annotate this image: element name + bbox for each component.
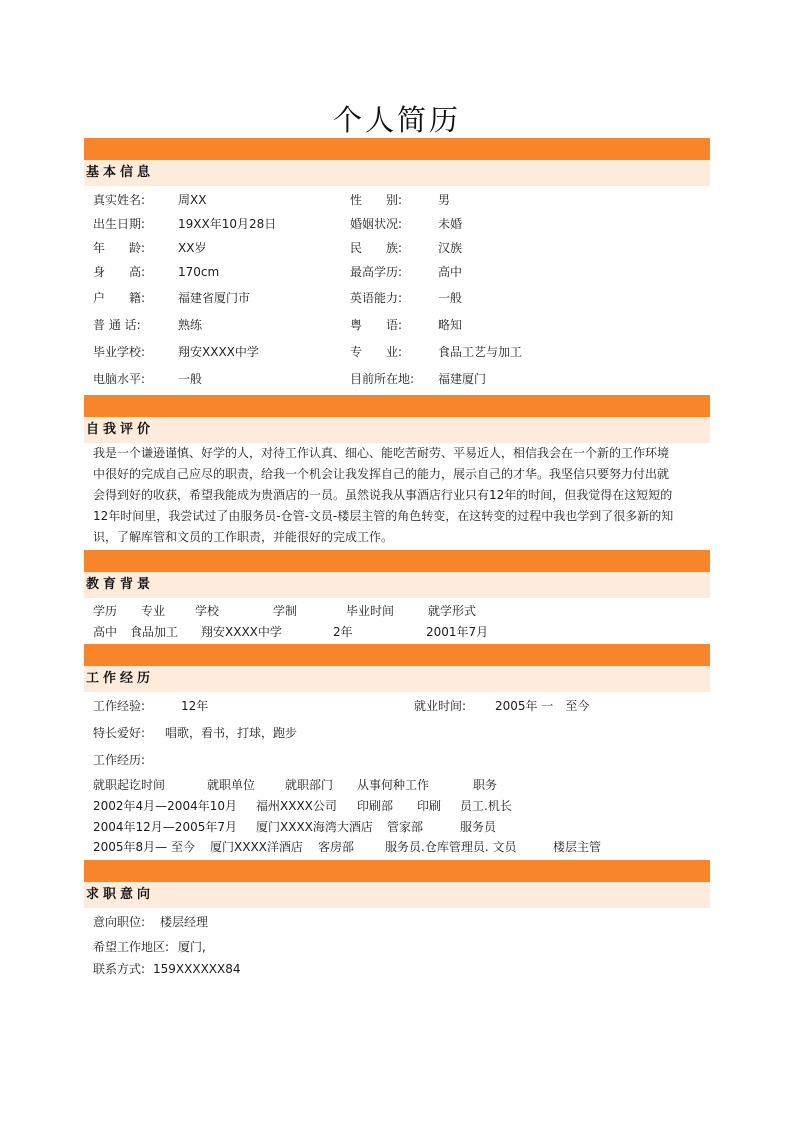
field-label: 出生日期:	[93, 217, 146, 231]
table-cell: 楼层主管	[553, 840, 602, 854]
field-value: 福建省厦门市	[178, 291, 251, 305]
field-value: 福建厦门	[438, 372, 487, 386]
field-label: 民 族:	[350, 241, 403, 255]
table-header: 职务	[473, 778, 498, 792]
page-title: 个人简历	[332, 103, 461, 137]
table-cell: 管家部	[387, 820, 424, 834]
field-label: 最高学历:	[350, 265, 403, 279]
field-value: 170cm	[178, 265, 220, 279]
table-cell: 服务员.仓库管理员. 文员	[385, 840, 517, 854]
paragraph-line: 中很好的完成自己应尽的职责，给我一个机会让我发挥自己的能力，展示自己的才华。我坚信只要努力付出就	[93, 467, 670, 481]
field-label: 年 龄:	[93, 241, 146, 255]
field-label: 英语能力:	[350, 291, 403, 305]
table-header: 毕业时间	[346, 604, 395, 618]
section-divider-bar	[84, 550, 710, 572]
section-header-work-experience	[84, 666, 710, 692]
table-cell: 翔安XXXX中学	[201, 625, 282, 639]
section-header-self-evaluation	[84, 417, 710, 443]
table-header: 学历	[93, 604, 118, 618]
field-label: 毕业学校:	[93, 345, 146, 359]
field-value: 厦门,	[178, 940, 206, 954]
field-label: 工作经验:	[93, 699, 146, 713]
section-title: 自我评价	[86, 422, 155, 437]
field-value: 2005年 一 至今	[495, 699, 590, 713]
field-label: 希望工作地区:	[93, 940, 170, 954]
section-title: 工作经历	[86, 671, 155, 686]
section-header-job-intention	[84, 882, 710, 908]
table-cell: 福州XXXX公司	[256, 799, 337, 813]
paragraph-line: 12年时间里，我尝试过了由服务员-仓管-文员-楼层主管的角色转变，在这转变的过程中我也学到了很多新的知	[93, 509, 674, 523]
table-header: 专业	[141, 604, 166, 618]
table-header: 就职单位	[207, 778, 256, 792]
field-value: 高中	[438, 265, 463, 279]
table-header: 就职起讫时间	[93, 778, 166, 792]
field-label: 意向职位:	[93, 915, 146, 929]
field-label: 普 通 话:	[93, 318, 141, 332]
section-header-education	[84, 572, 710, 598]
self-evaluation-text	[93, 443, 683, 548]
table-cell: 2004年12月—2005年7月	[93, 820, 237, 834]
field-value: 159XXXXXX84	[153, 962, 241, 976]
field-value: 周XX	[178, 193, 207, 207]
table-cell: 印刷	[417, 799, 442, 813]
field-label: 特长爱好:	[93, 726, 146, 740]
field-value: XX岁	[178, 241, 207, 255]
table-header: 学校	[195, 604, 220, 618]
paragraph-line: 识，了解库管和文员的工作职责，并能很好的完成工作。	[93, 530, 394, 544]
table-header: 从事何种工作	[357, 778, 430, 792]
table-cell: 厦门XXXX海湾大酒店	[256, 820, 373, 834]
field-label: 身 高:	[93, 265, 146, 279]
table-cell: 食品加工	[130, 625, 179, 639]
table-header: 学制	[273, 604, 298, 618]
section-title: 教育背景	[86, 577, 155, 592]
section-title: 基本信息	[86, 165, 155, 180]
field-label: 粤 语:	[350, 318, 403, 332]
field-value: 汉族	[438, 241, 463, 255]
field-value: 19XX年10月28日	[178, 217, 277, 231]
paragraph-line: 我是一个谦逊谨慎、好学的人，对待工作认真、细心、能吃苦耐劳、平易近人，相信我会在一个新的工作环境	[93, 446, 670, 460]
table-cell: 2001年7月	[426, 625, 489, 639]
table-cell: 2002年4月—2004年10月	[93, 799, 237, 813]
table-cell: 2年	[333, 625, 353, 639]
section-title: 求职意向	[86, 887, 155, 902]
field-value: 一般	[178, 372, 203, 386]
field-value: 12年	[181, 699, 209, 713]
table-cell: 员工.机长	[460, 799, 512, 813]
field-value: 食品工艺与加工	[438, 345, 523, 359]
table-cell: 客房部	[318, 840, 355, 854]
section-divider-bar	[84, 644, 710, 666]
field-value: 略知	[438, 318, 463, 332]
field-value: 熟练	[178, 318, 203, 332]
table-header: 就职部门	[285, 778, 334, 792]
field-label: 婚姻状况:	[350, 217, 403, 231]
field-label: 性 别:	[350, 193, 403, 207]
section-divider-bar	[84, 138, 710, 160]
field-label: 电脑水平:	[93, 372, 146, 386]
field-value: 楼层经理	[160, 915, 209, 929]
table-cell: 印刷部	[357, 799, 394, 813]
table-header: 就学形式	[428, 604, 477, 618]
table-cell: 2005年8月— 至今	[93, 840, 195, 854]
table-cell: 厦门XXXX洋酒店	[210, 840, 303, 854]
paragraph-line: 会得到好的收获，希望我能成为贵酒店的一员。虽然说我从事酒店行业只有12年的时间，但我觉得在这短短的	[93, 488, 673, 502]
field-value: 唱歌，看书，打球，跑步	[165, 726, 298, 740]
table-cell: 服务员	[460, 820, 497, 834]
field-label: 真实姓名:	[93, 193, 146, 207]
field-value: 一般	[438, 291, 463, 305]
table-cell: 高中	[93, 625, 118, 639]
section-header-basic-info	[84, 160, 710, 186]
field-value: 未婚	[438, 217, 463, 231]
field-label: 专 业:	[350, 345, 403, 359]
field-label: 目前所在地:	[350, 372, 415, 386]
field-value: 翔安XXXX中学	[178, 345, 259, 359]
field-label: 联系方式:	[93, 962, 146, 976]
section-divider-bar	[84, 395, 710, 417]
field-value: 男	[438, 193, 451, 207]
field-label: 就业时间:	[414, 699, 467, 713]
section-divider-bar	[84, 860, 710, 882]
field-label: 工作经历:	[93, 753, 146, 767]
field-label: 户 籍:	[93, 291, 146, 305]
